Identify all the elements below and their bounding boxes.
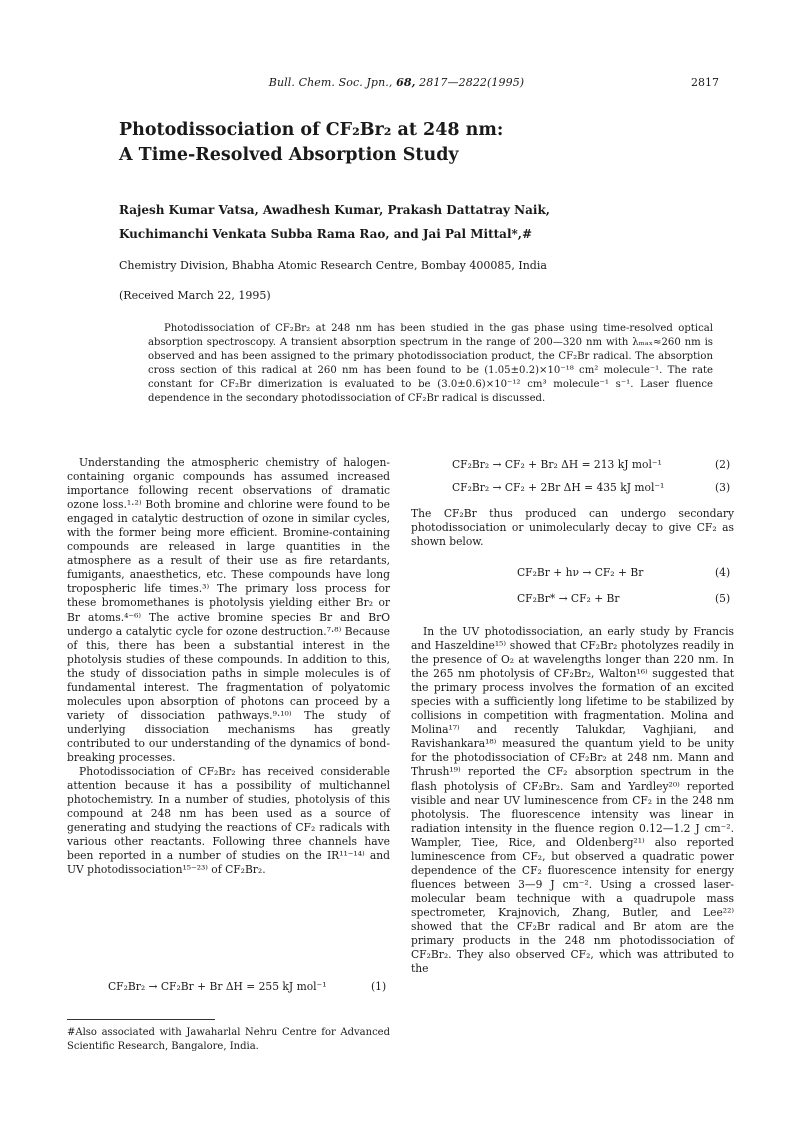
equation-3: CF₂Br₂ → CF₂ + 2Br ΔH = 435 kJ mol⁻¹ [452, 481, 665, 494]
journal-pages: 2817—2822(1995) [419, 76, 525, 89]
authors-line-1: Rajesh Kumar Vatsa, Awadhesh Kumar, Prakash Dattatray Naik, [119, 203, 550, 217]
title-line-1: Photodissociation of CF₂Br₂ at 248 nm: [119, 120, 504, 140]
equation-5: CF₂Br* → CF₂ + Br [517, 592, 620, 605]
right-paragraph-2 [411, 625, 734, 976]
journal-volume: 68, [396, 76, 416, 89]
equation-3-number: (3) [715, 481, 731, 494]
equation-1-number: (1) [371, 980, 387, 993]
intro-paragraph-2: Photodissociation of CF₂Br₂ has received considerable attention because it has a possibility of multichannel photochemistry. In a number of studies, photolysis of this compound at 248 nm has been used as a source of generating and studying the reactions of CF₂ radicals with various other reactants. Following three channels have been reported in a number of studies on the IR¹¹⁻¹⁴⁾ and UV photodissociation¹⁵⁻²³⁾ of CF₂Br₂. [67, 765, 390, 877]
running-header [0, 76, 793, 89]
authors-line-2: Kuchimanchi Venkata Subba Rama Rao, and Jai Pal Mittal*,# [119, 227, 533, 241]
affiliation: Chemistry Division, Bhabha Atomic Research Centre, Bombay 400085, India [119, 259, 547, 272]
right-para-2-text: In the UV photodissociation, an early study by Francis and Haszeldine¹⁵⁾ showed that CF₂Br₂ photolyzes readily in the presence of O₂ at wavelengths longer than 220 nm. In the 265 nm photolysis of CF₂Br₂, Walton¹⁶⁾ suggested that the primary process involves the formation of an excited species with a sufficiently long lifetime to be stabilized by collisions in competition with fragmentation. Molina and Molina¹⁷⁾ and recently Talukdar, Vaghjiani, and Ravishankara¹⁸⁾ measured the quantum yield to be unity for the photodissociation of CF₂Br₂ at 248 nm. Mann and Thrush¹⁹⁾ reported the CF₂ absorption spectrum in the flash photolysis of CF₂Br₂. Sam and Yardley²⁰⁾ reported visible and near UV luminescence from CF₂ in the 248 nm photolysis. The fluorescence intensity was linear in radiation intensity in the fluence region 0.12—1.2 J cm⁻². Wampler, Tiee, Rice, and Oldenberg²¹⁾ also reported luminescence from CF₂, but observed a quadratic power dependence of the CF₂ fluorescence intensity for energy fluences between 3—9 J cm⁻². Using a crossed laser-molecular beam technique with a quadrupole mass spectrometer, Krajnovich, Zhang, Butler, and Lee²²⁾ showed that the CF₂Br radical and Br atom are the primary products in the 248 nm photodissociation of CF₂Br₂. They also observed CF₂, which was attributed to the [411, 625, 734, 976]
intro-paragraph-1: Understanding the atmospheric chemistry of halogen-containing organic compounds has assumed increased importance following recent observations of dramatic ozone loss.¹·²⁾ Both bromine and chlorine were found to be engaged in catalytic destruction of ozone in similar cycles, with the former being more efficient. Bromine-containing compounds are released in large quantities in the atmosphere as a result of their use as fire retardants, fumigants, anaesthetics, etc. These compounds have long tropospheric life times.³⁾ The primary loss process for these bromomethanes is photolysis yielding either Br₂ or Br atoms.⁴⁻⁶⁾ The active bromine species Br and BrO undergo a catalytic cycle for ozone destruction.⁷·⁸⁾ Because of this, there has been a substantial interest in the photolysis studies of these compounds. In addition to this, the study of dissociation paths in simple molecules is of fundamental interest. The fragmentation of polyatomic molecules upon absorption of photons can proceed by a variety of dissociation pathways.⁹·¹⁰⁾ The study of underlying dissociation mechanisms has greatly contributed to our understanding of the dynamics of bond-breaking processes. [67, 456, 390, 764]
right-paragraph-1 [411, 507, 734, 549]
journal-name: Bull. Chem. Soc. Jpn., [268, 76, 393, 89]
footnote: #Also associated with Jawaharlal Nehru Centre for Advanced Scientific Research, Bangalore, India. [67, 1027, 390, 1052]
title-line-2: A Time-Resolved Absorption Study [119, 145, 459, 165]
abstract: Photodissociation of CF₂Br₂ at 248 nm has been studied in the gas phase using time-resolved optical absorption spectroscopy. A transient absorption spectrum in the range of 200—320 nm with λₘₐₓ≈260 nm is observed and has been assigned to the primary photodissociation product, the CF₂Br radical. The absorption cross section of this radical at 260 nm has been found to be (1.05±0.2)×10⁻¹⁸ cm² molecule⁻¹. The rate constant for CF₂Br dimerization is evaluated to be (3.0±0.6)×10⁻¹² cm³ molecule⁻¹ s⁻¹. Laser fluence dependence in the secondary photodissociation of CF₂Br radical is discussed. [148, 323, 713, 404]
paper-title [119, 118, 719, 168]
right-para-1-text: The CF₂Br thus produced can undergo secondary photodissociation or unimolecularly decay to give CF₂ as shown below. [411, 507, 734, 549]
received-date: (Received March 22, 1995) [119, 289, 271, 302]
footnote-rule [67, 1019, 215, 1020]
equation-5-number: (5) [715, 592, 731, 605]
equation-2-number: (2) [715, 458, 731, 471]
page-number: 2817 [691, 76, 719, 89]
equation-4: CF₂Br + hν → CF₂ + Br [517, 566, 644, 579]
equation-4-number: (4) [715, 566, 731, 579]
author-list [119, 198, 699, 246]
equation-2: CF₂Br₂ → CF₂ + Br₂ ΔH = 213 kJ mol⁻¹ [452, 458, 662, 471]
equation-1: CF₂Br₂ → CF₂Br + Br ΔH = 255 kJ mol⁻¹ [108, 980, 327, 993]
left-column [67, 456, 390, 877]
